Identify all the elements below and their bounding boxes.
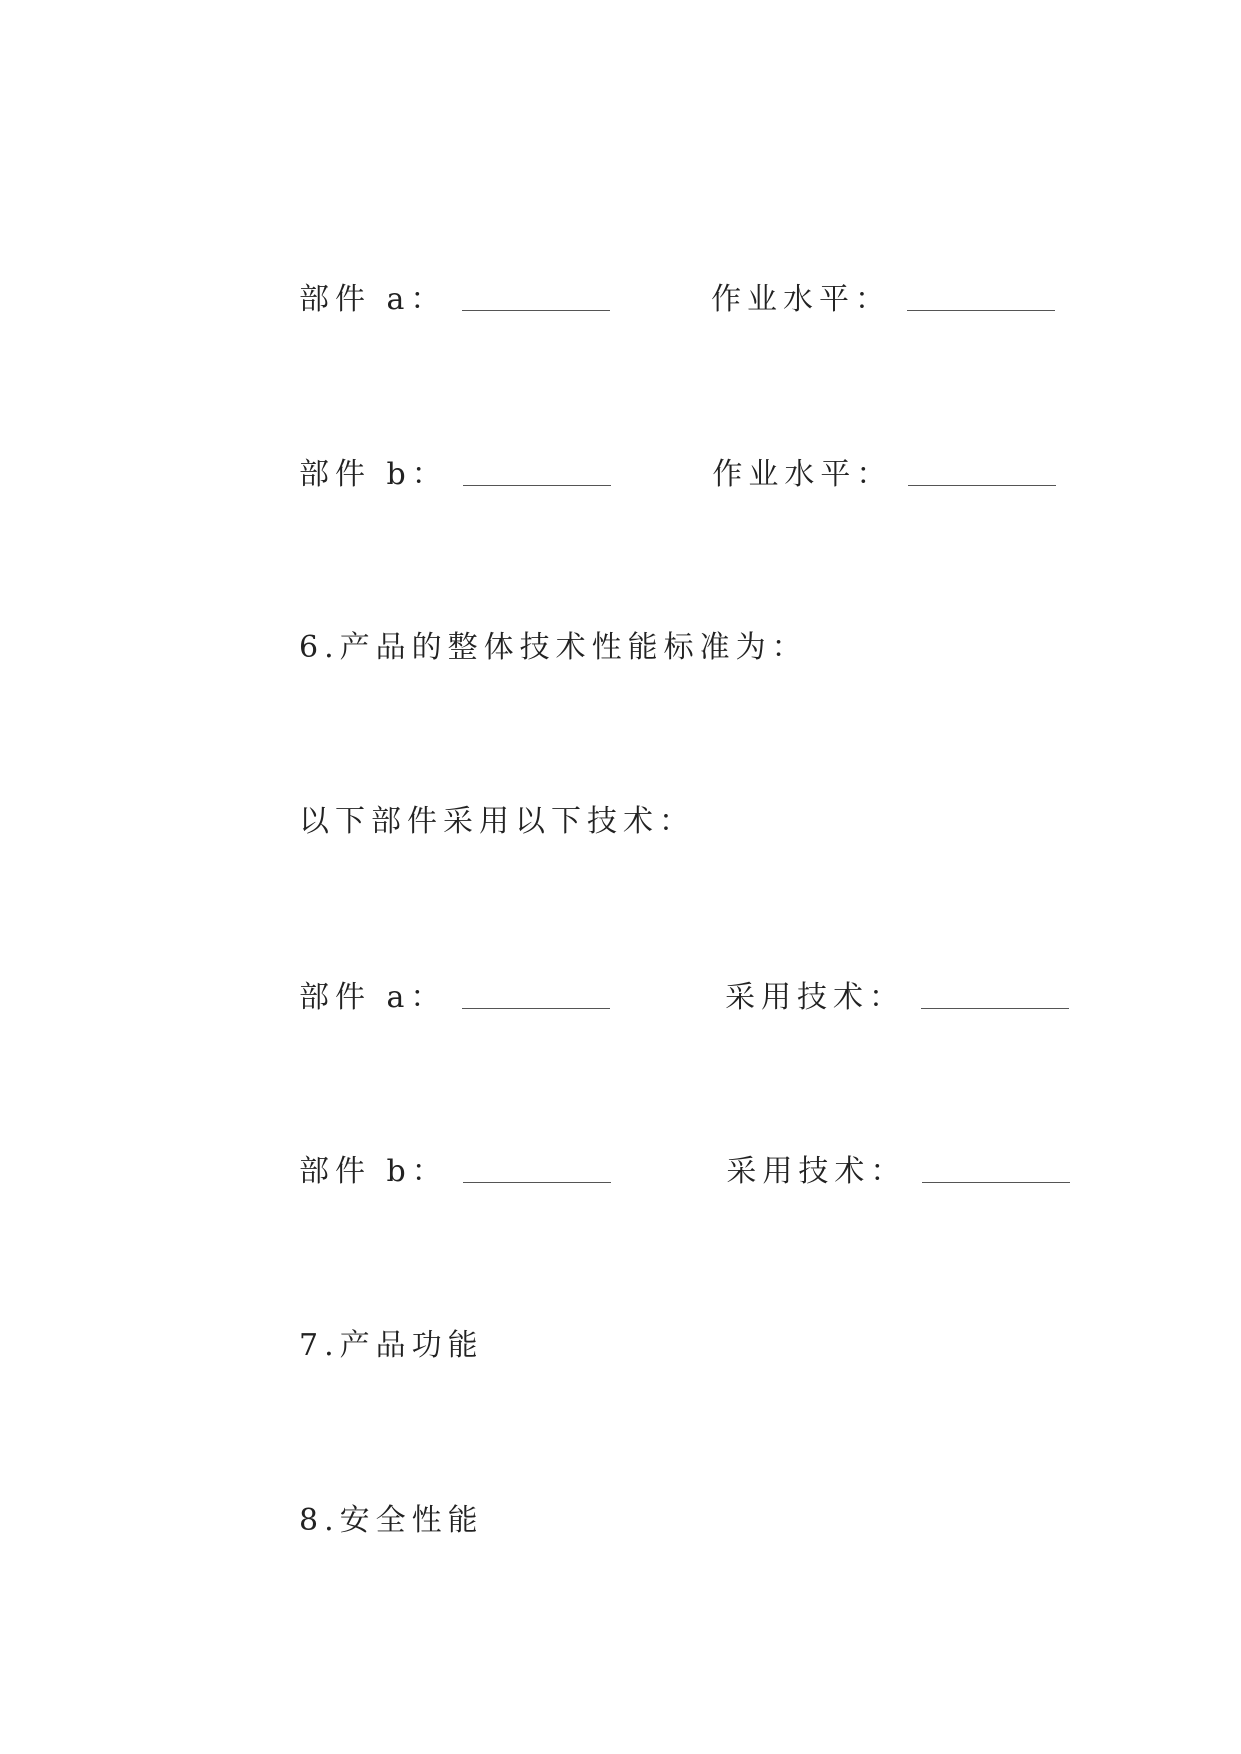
tech-label: 采用技术： — [726, 1154, 907, 1189]
part-a-blank[interactable] — [462, 280, 610, 311]
part-a-label: 部件 a： — [299, 980, 447, 1015]
tech-label: 采用技术： — [725, 980, 906, 1015]
part-b-blank[interactable] — [463, 455, 611, 486]
section-6-heading: 6.产品的整体技术性能标准为： — [299, 630, 808, 665]
tech-b-blank[interactable] — [922, 1152, 1070, 1183]
section-7-heading: 7.产品功能 — [299, 1328, 484, 1363]
part-b-tech-row — [299, 1149, 1070, 1193]
part-b-level-row — [299, 452, 1056, 496]
part-a-tech-row — [299, 975, 1069, 1019]
part-b-tech-part-blank[interactable] — [463, 1152, 611, 1183]
tech-a-blank[interactable] — [921, 978, 1069, 1009]
part-b-label: 部件 b： — [299, 457, 448, 492]
part-a-label: 部件 a： — [299, 282, 447, 317]
section-8-heading: 8.安全性能 — [299, 1503, 484, 1538]
section-6-intro: 以下部件采用以下技术： — [299, 804, 695, 839]
level-label: 作业水平： — [712, 457, 893, 492]
part-a-tech-part-blank[interactable] — [462, 978, 610, 1009]
part-a-level-row — [299, 277, 1055, 321]
level-a-blank[interactable] — [907, 280, 1055, 311]
level-b-blank[interactable] — [908, 455, 1056, 486]
part-b-label: 部件 b： — [299, 1154, 448, 1189]
level-label: 作业水平： — [711, 282, 892, 317]
